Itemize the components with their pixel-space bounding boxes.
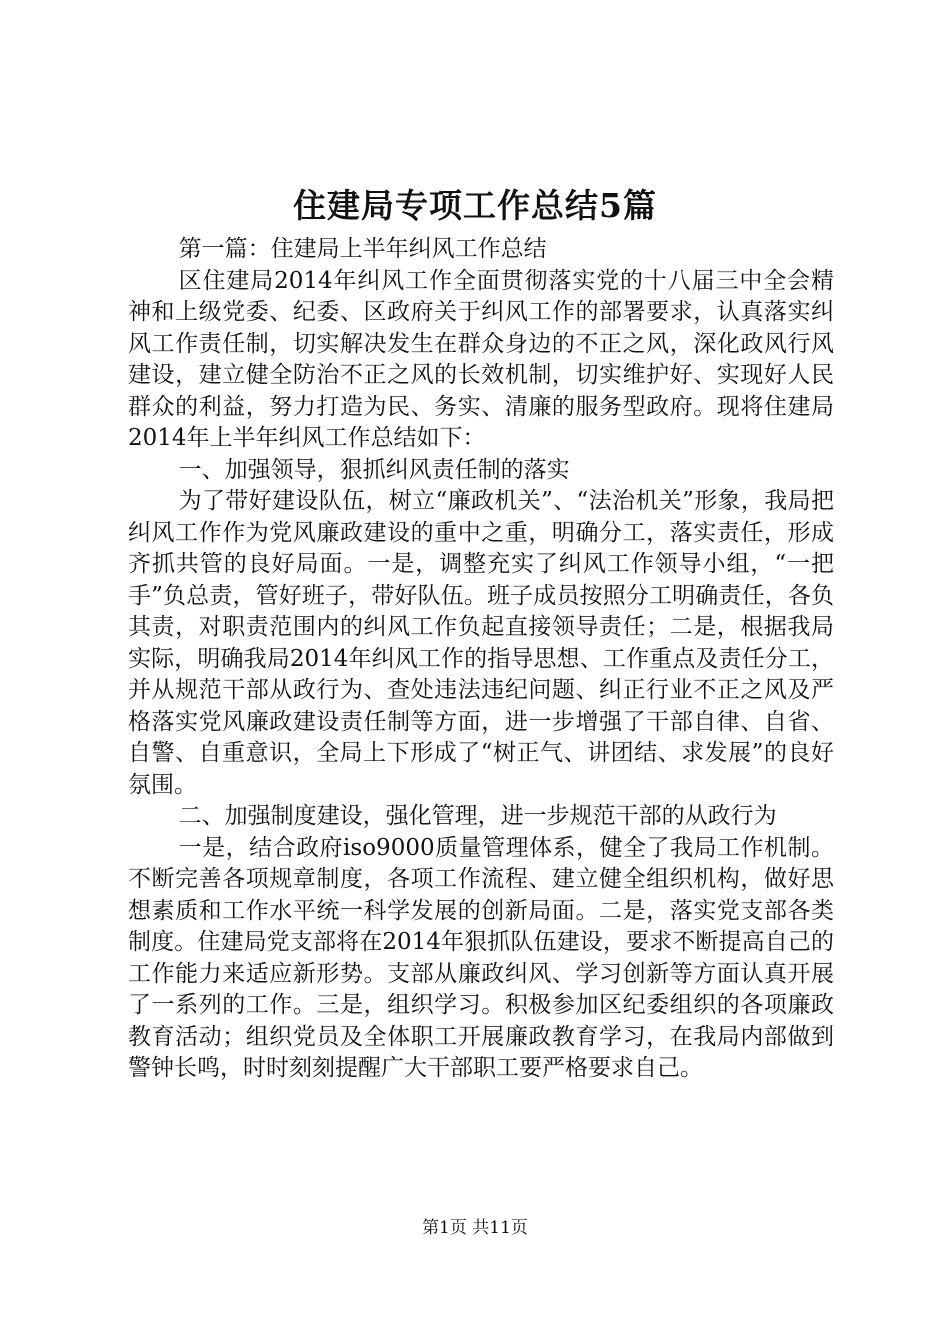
document-body (128, 234, 834, 1085)
paragraph-intro: 区住建局2014年纠风工作全面贯彻落实党的十八届三中全会精神和上级党委、纪委、区政府关于纠风工作的部署要求，认真落实纠风工作责任制，切实解决发生在群众身边的不正之风，深化政风行风建设，建立健全防治不正之风的长效机制，切实维护好、实现好人民群众的利益，努力打造为民、务实、清廉的服务型政府。现将住建局2014年上半年纠风工作总结如下： (128, 267, 834, 451)
paragraph-system: 一是，结合政府iso9000质量管理体系，健全了我局工作机制。不断完善各项规章制度，各项工作流程、建立健全组织机构，做好思想素质和工作水平统一科学发展的创新局面。二是，落实党支部各类制度。住建局党支部将在2014年狠抓队伍建设，要求不断提高自己的工作能力来适应新形势。支部从廉政纠风、学习创新等方面认真开展了一系列的工作。三是，组织学习。积极参加区纪委组织的各项廉政教育活动；组织党员及全体职工开展廉政教育学习，在我局内部做到警钟长鸣，时时刻刻提醒广大干部职工要严格要求自己。 (128, 834, 834, 1081)
document-title: 住建局专项工作总结5篇 (293, 186, 657, 225)
section-heading-2: 一、加强领导，狠抓纠风责任制的落实 (178, 456, 570, 483)
page-footer: 第1页 共11页 (422, 1218, 528, 1238)
paragraph-leadership: 为了带好建设队伍，树立“廉政机关”、“法治机关”形象，我局把纠风工作作为党风廉政建设的重中之重，明确分工，落实责任，形成齐抓共管的良好局面。一是，调整充实了纠风工作领导小组，“一把手”负总责，管好班子，带好队伍。班子成员按照分工明确责任，各负其责，对职责范围内的纠风工作负起直接领导责任；二是，根据我局实际，明确我局2014年纠风工作的指导思想、工作重点及责任分工，并从规范干部从政行为、查处违法违纪问题、纠正行业不正之风及严格落实党风廉政建设责任制等方面，进一步增强了干部自律、自省、自警、自重意识，全局上下形成了“树正气、讲团结、求发展”的良好氛围。 (128, 488, 834, 798)
section-heading-1: 第一篇：住建局上半年纠风工作总结 (178, 236, 547, 262)
section-heading-3: 二、加强制度建设，强化管理，进一步规范干部的从政行为 (178, 803, 777, 829)
